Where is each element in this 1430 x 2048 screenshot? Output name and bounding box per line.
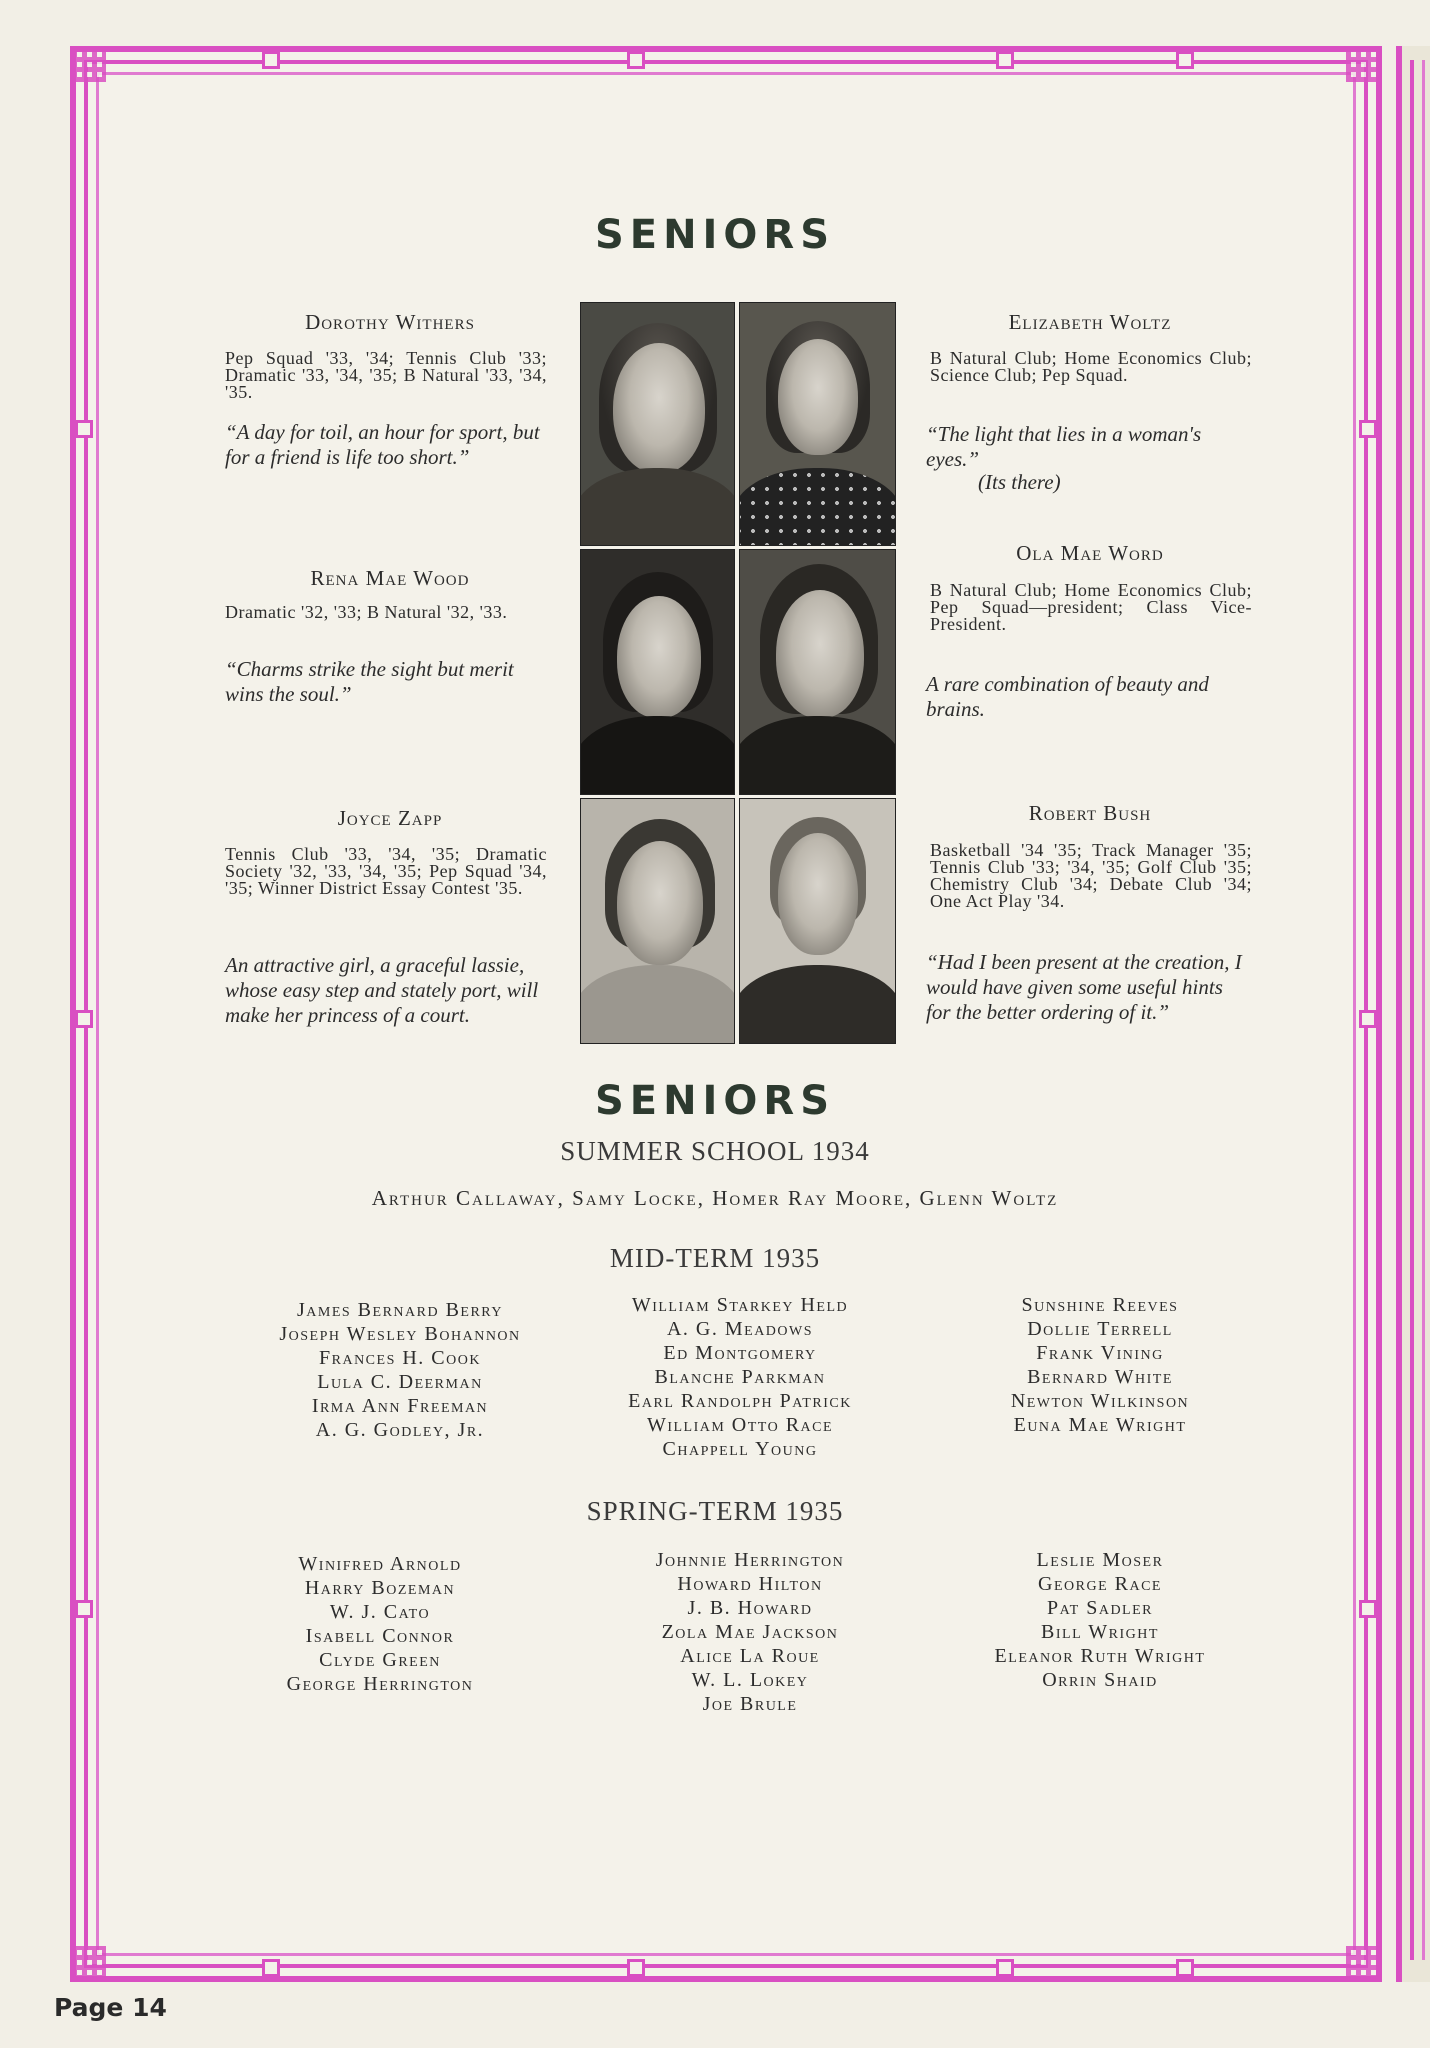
senior-quote-joyce: An attractive girl, a graceful lassie, whose easy step and stately port, will make her princess of a court. <box>225 953 539 1027</box>
graduate-name: Leslie Moser <box>1036 1549 1164 1571</box>
graduate-name: Sunshine Reeves <box>1021 1294 1179 1316</box>
page-number: Page 14 <box>54 1993 167 2022</box>
graduate-name: A. G. Meadows <box>666 1318 814 1340</box>
graduate-name: Ed Montgomery <box>663 1342 817 1364</box>
portrait-photo-joyce <box>580 798 735 1044</box>
graduate-name: Frank Vining <box>1036 1342 1164 1364</box>
senior-quote-dorothy: “A day for toil, an hour for sport, but for a friend is life too short.” <box>225 420 540 469</box>
graduate-name: Bill Wright <box>1041 1621 1159 1643</box>
springterm-title: SPRING-TERM 1935 <box>586 1496 844 1526</box>
graduate-name: Johnnie Herrington <box>655 1549 845 1571</box>
graduate-name: W. L. Lokey <box>691 1669 809 1691</box>
graduate-name: James Bernard Berry <box>297 1299 503 1321</box>
graduate-name: Isabell Connor <box>305 1625 455 1647</box>
springterm-column-3 <box>930 1548 1270 1692</box>
page-title: SENIORS <box>594 212 836 258</box>
summer-school-title: SUMMER SCHOOL 1934 <box>560 1136 870 1166</box>
graduate-name: Howard Hilton <box>677 1573 823 1595</box>
senior-quote-robert: “Had I been present at the creation, I would have given some useful hints for the better ordering of it.” <box>926 950 1242 1024</box>
graduate-name: Bernard White <box>1027 1366 1173 1388</box>
midterm-column-2 <box>570 1293 910 1461</box>
frame-knot-ornament <box>1359 420 1377 438</box>
graduate-name: Eleanor Ruth Wright <box>994 1645 1206 1667</box>
frame-corner-ornament <box>72 48 106 82</box>
frame-knot-ornament <box>1176 1959 1194 1977</box>
portrait-photo-ola <box>739 549 896 795</box>
graduate-name: A. G. Godley, Jr. <box>315 1419 485 1441</box>
graduate-name: Joe Brule <box>702 1693 798 1715</box>
graduate-name: Dollie Terrell <box>1027 1318 1173 1340</box>
frame-knot-ornament <box>627 1959 645 1977</box>
frame-knot-ornament <box>75 1600 93 1618</box>
graduate-name: Alice La Roue <box>680 1645 820 1667</box>
senior-quote-elizabeth: “The light that lies in a woman's eyes.” <box>926 422 1202 471</box>
portrait-photo-rena <box>580 549 735 795</box>
graduate-name: Zola Mae Jackson <box>661 1621 839 1643</box>
graduate-name: Clyde Green <box>319 1649 441 1671</box>
senior-name-robert: Robert Bush <box>1028 801 1152 825</box>
graduate-name: George Herrington <box>286 1673 474 1695</box>
graduate-name: George Race <box>1038 1573 1162 1595</box>
midterm-title: MID-TERM 1935 <box>609 1243 821 1273</box>
senior-name-elizabeth: Elizabeth Woltz <box>1008 310 1172 334</box>
senior-activities-robert: Basketball '34 '35; Track Manager '35; Tennis Club '33; '34, '35; Golf Club '35; Chemistry Club '34; Debate Club '34; One Act Play '34. <box>930 840 1252 911</box>
senior-activities-elizabeth: B Natural Club; Home Economics Club; Science Club; Pep Squad. <box>930 348 1252 385</box>
graduate-name: Winifred Arnold <box>298 1553 462 1575</box>
graduate-name: William Otto Race <box>646 1414 834 1436</box>
frame-knot-ornament <box>996 1959 1014 1977</box>
senior-activities-rena: Dramatic '32, '33; B Natural '32, '33. <box>225 602 508 622</box>
senior-quote-ola: A rare combination of beauty and brains. <box>926 672 1209 721</box>
frame-knot-ornament <box>627 51 645 69</box>
graduate-name: Orrin Shaid <box>1042 1669 1158 1691</box>
frame-corner-ornament <box>1346 48 1380 82</box>
frame-knot-ornament <box>262 1959 280 1977</box>
graduate-name: Irma Ann Freeman <box>311 1395 489 1417</box>
graduate-name: Lula C. Deerman <box>317 1371 483 1393</box>
frame-knot-ornament <box>75 1010 93 1028</box>
frame-knot-ornament <box>996 51 1014 69</box>
senior-name-rena: Rena Mae Wood <box>310 566 470 590</box>
senior-activities-dorothy: Pep Squad '33, '34; Tennis Club '33; Dramatic '33, '34, '35; B Natural '33, '34, '35. <box>225 348 547 402</box>
graduate-name: Chappell Young <box>662 1438 818 1460</box>
frame-knot-ornament <box>262 51 280 69</box>
portrait-photo-dorothy <box>580 302 735 546</box>
graduate-name: Newton Wilkinson <box>1010 1390 1190 1412</box>
senior-name-joyce: Joyce Zapp <box>337 806 443 830</box>
senior-activities-joyce: Tennis Club '33, '34, '35; Dramatic Society '32, '33, '34, '35; Pep Squad '34, '35; Winner District Essay Contest '35. <box>225 844 547 898</box>
list-section-title: SENIORS <box>594 1078 836 1124</box>
senior-name-ola: Ola Mae Word <box>1016 541 1164 565</box>
graduate-name: William Starkey Held <box>631 1294 849 1316</box>
senior-quote-elizabeth-aside: (Its there) <box>978 470 1061 494</box>
graduate-name: W. J. Cato <box>329 1601 431 1623</box>
graduate-name: Pat Sadler <box>1046 1597 1154 1619</box>
springterm-column-2 <box>580 1548 920 1716</box>
frame-knot-ornament <box>1359 1600 1377 1618</box>
midterm-column-3 <box>930 1293 1270 1437</box>
graduate-name: Blanche Parkman <box>654 1366 826 1388</box>
graduate-name: Harry Bozeman <box>304 1577 456 1599</box>
portrait-photo-elizabeth <box>739 302 896 546</box>
graduate-name: J. B. Howard <box>687 1597 813 1619</box>
graduate-name: Euna Mae Wright <box>1013 1414 1187 1436</box>
senior-activities-ola: B Natural Club; Home Economics Club; Pep Squad—president; Class Vice-President. <box>930 580 1252 634</box>
frame-knot-ornament <box>1359 1010 1377 1028</box>
frame-knot-ornament <box>1176 51 1194 69</box>
springterm-column-1 <box>210 1552 550 1696</box>
senior-quote-rena: “Charms strike the sight but merit wins the soul.” <box>225 657 514 706</box>
graduate-name: Frances H. Cook <box>319 1347 481 1369</box>
adjacent-page-edge <box>1396 46 1430 1982</box>
midterm-column-1 <box>230 1298 570 1442</box>
frame-corner-ornament <box>1346 1946 1380 1980</box>
summer-school-names: Arthur Callaway, Samy Locke, Homer Ray Moore, Glenn Woltz <box>371 1186 1059 1210</box>
portrait-photo-robert <box>739 798 896 1044</box>
senior-name-dorothy: Dorothy Withers <box>305 310 475 334</box>
frame-knot-ornament <box>75 420 93 438</box>
graduate-name: Joseph Wesley Bohannon <box>279 1323 521 1345</box>
frame-corner-ornament <box>72 1946 106 1980</box>
graduate-name: Earl Randolph Patrick <box>628 1390 852 1412</box>
